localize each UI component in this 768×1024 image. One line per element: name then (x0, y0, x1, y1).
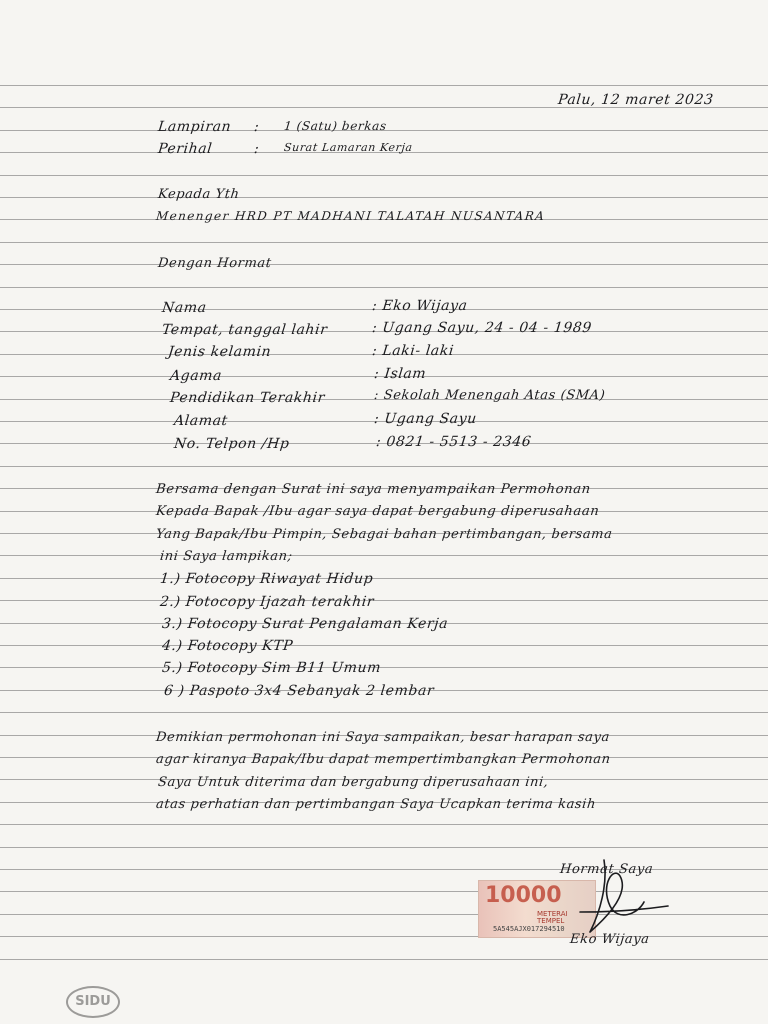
ruled-line (0, 555, 768, 556)
ruled-line (0, 959, 768, 960)
perihal-value: Surat Lamaran Kerja (283, 141, 414, 154)
stamp-label-line-1: METERAI (537, 910, 568, 918)
field-label: Agama (169, 368, 223, 384)
field-label: Alamat (173, 413, 229, 429)
lampiran-separator: : (253, 119, 261, 135)
body-line: Bersama dengan Surat ini saya menyampaikan Permohonan (155, 482, 592, 497)
place-date: Palu, 12 maret 2023 (557, 92, 715, 108)
stamp-value: 10000 (485, 883, 562, 908)
ruled-line (0, 667, 768, 668)
field-value: : Islam (373, 366, 428, 382)
ruled-line (0, 264, 768, 265)
field-value: : Ugang Sayu (373, 411, 478, 427)
ruled-line (0, 712, 768, 713)
signer-name: Eko Wijaya (569, 932, 651, 947)
field-value: : Laki- laki (371, 343, 455, 359)
body-line: Kepada Bapak /Ibu agar saya dapat bergabung diperusahaan (155, 504, 601, 519)
field-value: : Sekolah Menengah Atas (SMA) (373, 388, 607, 403)
list-item: 2.) Fotocopy Ijazah terakhir (159, 594, 375, 610)
greeting: Dengan Hormat (157, 256, 273, 271)
ruled-line (0, 242, 768, 243)
list-item: 4.) Fotocopy KTP (161, 638, 294, 654)
list-item: 6 ) Paspoto 3x4 Sebanyak 2 lembar (163, 683, 436, 699)
closing-line: Saya Untuk diterima dan bergabung diperusahaan ini, (157, 775, 550, 790)
ruled-line (0, 466, 768, 467)
field-label: No. Telpon /Hp (173, 436, 291, 452)
body-line: Yang Bapak/Ibu Pimpin, Sebagai bahan pertimbangan, bersama (155, 527, 614, 542)
regards: Hormat Saya (559, 862, 654, 877)
recipient-line-2: Menenger HRD PT MADHANI TALATAH NUSANTARA (155, 209, 547, 223)
stamp-serial: 5A545AJX017294510 (493, 925, 565, 933)
field-label: Tempat, tanggal lahir (161, 322, 329, 338)
field-label: Pendidikan Terakhir (169, 390, 326, 406)
ruled-line (0, 824, 768, 825)
ruled-line (0, 600, 768, 601)
ruled-line (0, 578, 768, 579)
sidu-logo: SIDU (66, 986, 120, 1018)
ruled-line (0, 175, 768, 176)
signature-scribble (560, 854, 680, 944)
perihal-separator: : (253, 141, 261, 157)
ruled-line (0, 287, 768, 288)
field-label: Nama (161, 300, 208, 316)
recipient-line-1: Kepada Yth (157, 187, 241, 202)
closing-line: agar kiranya Bapak/Ibu dapat mempertimbangkan Permohonan (155, 752, 612, 767)
stamp-label-line-2: TEMPEL (537, 917, 565, 925)
closing-line: Demikian permohonan ini Saya sampaikan, besar harapan saya (155, 730, 611, 745)
ruled-line (0, 645, 768, 646)
field-value: : 0821 - 5513 - 2346 (375, 434, 533, 450)
lampiran-label: Lampiran (157, 119, 233, 135)
ruled-line (0, 85, 768, 86)
field-value: : Eko Wijaya (371, 298, 469, 314)
closing-line: atas perhatian dan pertimbangan Saya Ucapkan terima kasih (155, 797, 597, 812)
field-value: : Ugang Sayu, 24 - 04 - 1989 (371, 320, 593, 336)
list-item: 5.) Fotocopy Sim B11 Umum (161, 660, 382, 676)
field-label: Jenis kelamin (167, 344, 273, 360)
perihal-label: Perihal (157, 141, 214, 157)
lampiran-value: 1 (Satu) berkas (283, 119, 388, 133)
body-line: ini Saya lampikan; (159, 549, 294, 564)
ruled-line (0, 197, 768, 198)
list-item: 1.) Fotocopy Riwayat Hidup (159, 571, 375, 587)
ruled-line (0, 847, 768, 848)
list-item: 3.) Fotocopy Surat Pengalaman Kerja (161, 616, 449, 632)
